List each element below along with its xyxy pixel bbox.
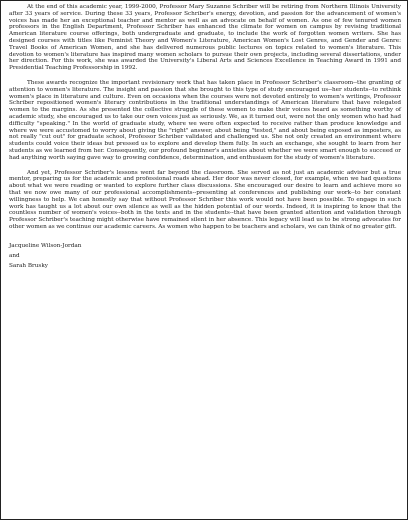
signature-name: Jacqueline Wilson-Jordan (9, 242, 82, 249)
signature-block (9, 241, 401, 271)
signature-conjunction: and (9, 252, 20, 259)
signature-name: Sarah Brusky (9, 262, 49, 269)
paragraph-text: And yet, Professor Schriber's lessons went far beyond the classroom. She served as not just an academic advisor but a true mentor, preparing us for the academic and professional roads ahead. Her door was never closed, for example, when we had questions about what we were reading or wanted to explore further class discussions. She encouraged our desire to learn and achieve more so that we now owe many of our professional accomplishments--presenting at conferences and publishing our work--to her constant willingness to help. We can honestly say that without Professor Schriber this work would not have been possible. To engage in such work has taught us a lot about our own silence as well as the hidden potential of our words. Indeed, it is inspiring to know that the countless number of women's voices--both in the texts and in the students--that have been granted attention and validation through Professor Schriber's teaching might otherwise have remained silent in her absence. This legacy will lead us to be strong advocates for other women as we continue our academic careers. As women who happen to be teachers and scholars, we can think of no greater gift. (9, 169, 401, 230)
paragraph-mentor (9, 170, 401, 231)
paragraph-text: These awards recognize the important revisionary work that has taken place in Professor Schriber's classroom--the granting of attention to women's literature. The insight and passion that she brought to this type of study encouraged us--her students--to rethink women's place in literature and culture. Even on occasions when the courses were not devoted entirely to women's writings, Professor Schriber repositioned women's literary contributions in the traditional understandings of American literature that have relegated women to the margins. As she presented the collective struggle of these women to make their voices heard as something worthy of academic study, she encouraged us to take our own voices just as seriously. We, as it turned out, were not the only women who had had difficulty "speaking." In the world of graduate study, where we were often expected to receive rather than produce knowledge and where we were accustomed to worry about giving the "right" answer, about being "tested," and about being exposed as imposters, as not really "cut out" for graduate school, Professor Schriber validated and challenged us. She not only created an environment where students could voice their ideas but pressed us to explore and develop them fully. In such an exchange, she sought to learn from her students as we learned from her. Consequently, our profound beginner's anxieties about whether we were smart enough to succeed or had anything worth saying gave way to growing confidence, determination, and enthusiasm for the study of women's literature. (9, 79, 401, 161)
paragraph-text: At the end of this academic year, 1999-2000, Professor Mary Suzanne Schriber will be retiring from Northern Illinois University after 33 years of service. During these 33 years, Professor Schriber's energy, devotion, and passion for the advancement of women's voices has made her an exceptional teacher and mentor as well as an advocate on behalf of women. As one of few tenured women professors in the English Department, Professor Schriber has enhanced the climate for women on campus by revising traditional American literature course offerings, both undergraduate and graduate, to include the work of forgotten women writers. She has designed courses with titles like Feminist Theory and Women's Literature, American Women's Lost Genres, and Gender and Genre: Travel Books of American Women, and she has delivered numerous public lectures on topics related to women's literature. This devotion to women's literature has inspired many women scholars to pursue their own projects, including several dissertations, under her direction. For this work, she was awarded the University's Liberal Arts and Sciences Excellence in Teaching Award in 1991 and Presidential Teaching Professorship in 1992. (9, 4, 401, 72)
paragraph-awards (9, 80, 401, 162)
paragraph-retirement (9, 4, 401, 72)
